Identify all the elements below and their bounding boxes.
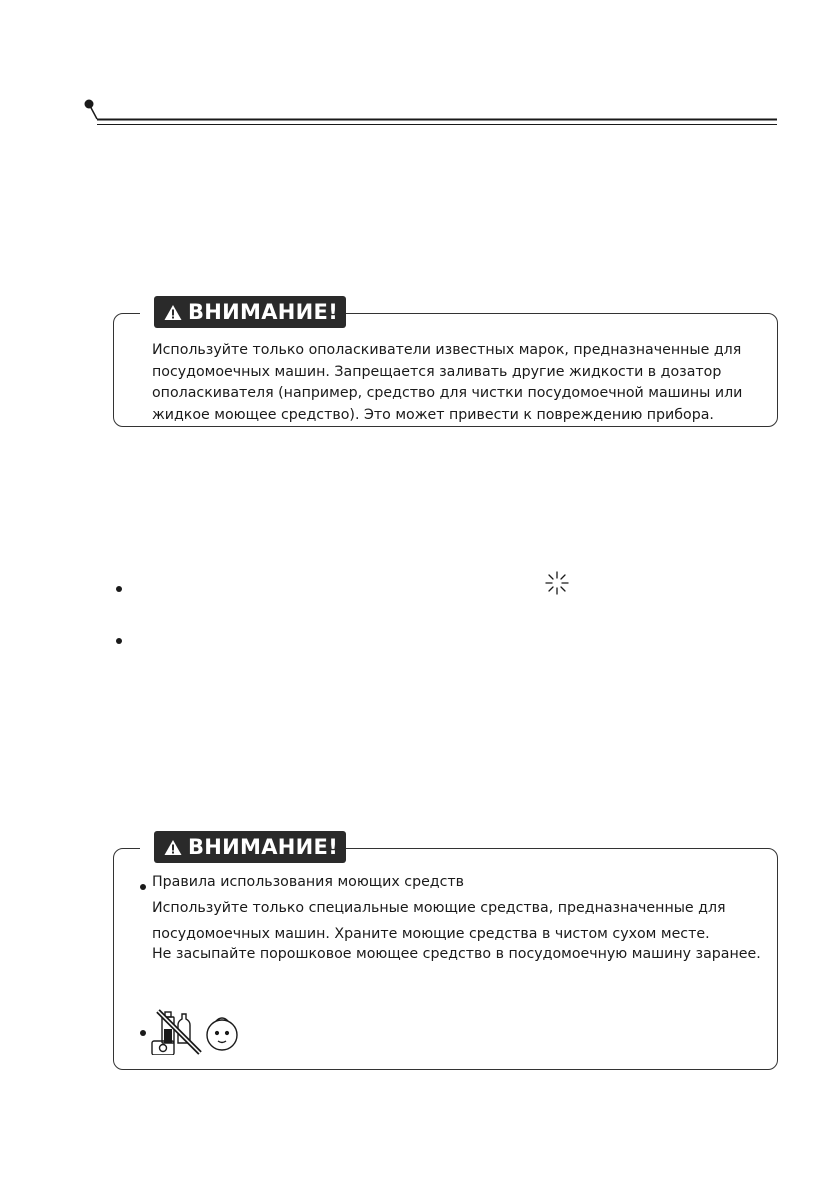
warning-label: [154, 296, 346, 328]
rules-line-3: Не засыпайте порошковое моющее средство в посудомоечную машину заранее.: [152, 946, 761, 962]
bullet-icon: [116, 638, 122, 644]
warning-label-text: ВНИМАНИЕ!: [188, 835, 339, 859]
warning-paragraph: Используйте только ополаскиватели известных марок, предназначенные для посудомоечных машин. Запрещается заливать другие жидкости в дозатор ополаскивателя (например, средство для чистки посудомоечной машины или жидкое моющее средство). Это может привести к повреждению прибора.: [152, 342, 743, 423]
warning-label: [154, 831, 346, 863]
warning-triangle-icon: [164, 839, 182, 856]
rules-title: Правила использования моющих средств: [152, 874, 465, 890]
warning-label-text: ВНИМАНИЕ!: [188, 300, 339, 324]
warning-triangle-icon: [164, 304, 182, 321]
rules-line-1: Используйте только специальные моющие средства, предназначенные для: [152, 900, 726, 916]
bullet-icon: [140, 884, 146, 890]
warning-text: [152, 340, 752, 426]
header-rule: [0, 0, 840, 140]
keep-detergent-away-from-children-icon: [150, 1007, 240, 1055]
rules-line-2: посудомоечных машин. Храните моющие средства в чистом сухом месте.: [152, 926, 710, 942]
bullet-icon: [116, 586, 122, 592]
bullet-icon: [140, 1030, 146, 1036]
sparkle-icon: [544, 570, 570, 596]
